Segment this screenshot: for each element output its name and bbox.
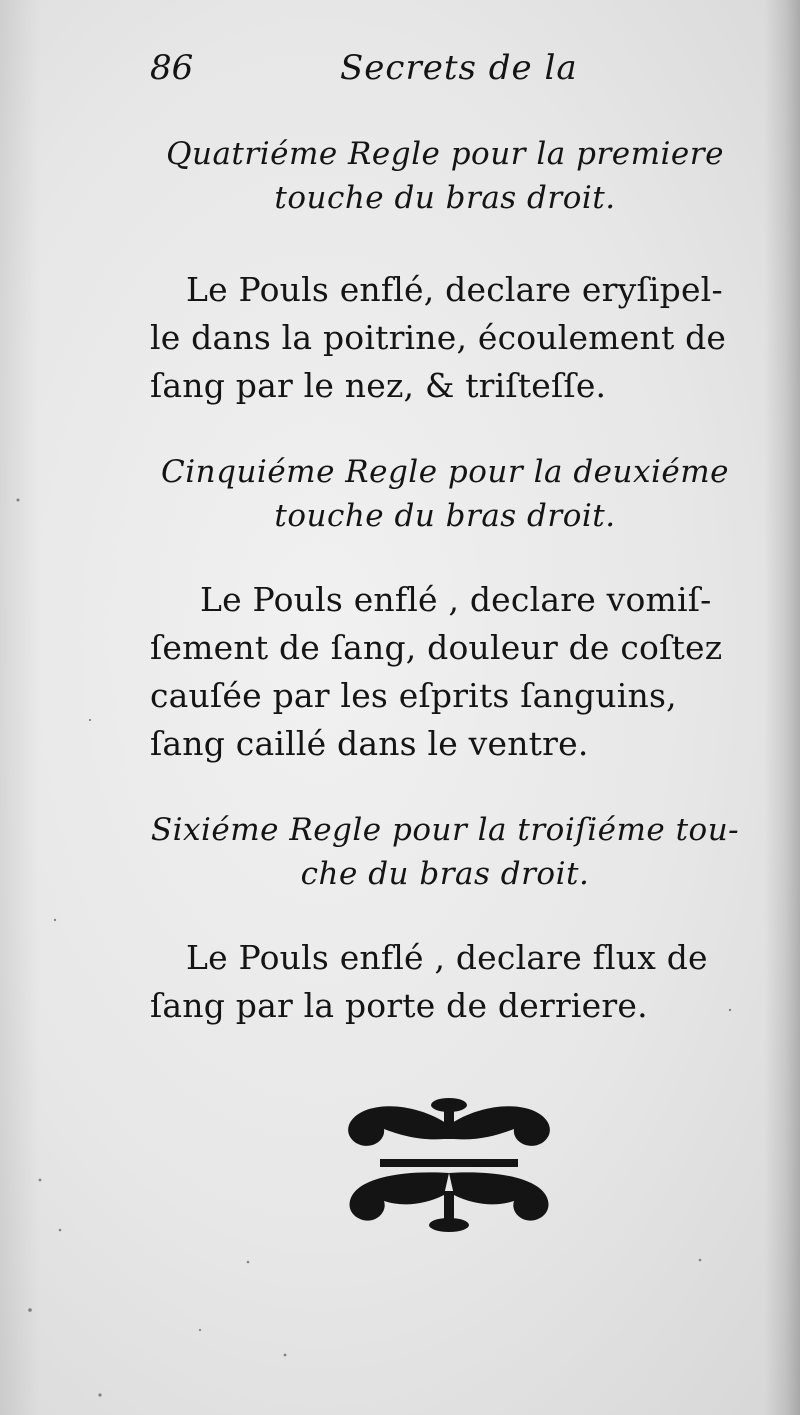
heading-line: Cinquiéme Regle pour la deuxiéme	[161, 454, 729, 490]
paragraph-line: cauſée par les eſprits ſanguins,	[150, 676, 677, 715]
heading-line: che du bras droit.	[300, 856, 590, 892]
section-paragraph-5	[150, 576, 742, 768]
section-paragraph-6	[150, 934, 742, 1030]
paragraph-line: ſang par le nez, & triſteſſe.	[150, 366, 607, 405]
section-heading-5	[150, 450, 740, 538]
heading-line: Quatriéme Regle pour la premiere	[166, 136, 724, 172]
heading-line: touche du bras droit.	[274, 180, 616, 216]
section-heading-6	[150, 808, 740, 896]
heading-line: touche du bras droit.	[274, 498, 616, 534]
paragraph-line: ſang par la porte de derriere.	[150, 986, 648, 1025]
page-shadow-left	[0, 0, 40, 1415]
running-title: Secrets de la	[340, 48, 578, 88]
running-head	[150, 48, 740, 98]
section-heading-4	[150, 132, 740, 220]
floral-ornament-icon	[340, 1095, 558, 1235]
paragraph-line: Le Pouls enflé , declare vomiſ-	[200, 580, 712, 619]
paragraph-line: ſement de ſang, douleur de coſtez	[150, 628, 723, 667]
section-paragraph-4	[150, 266, 742, 410]
paragraph-line: ſang caillé dans le ventre.	[150, 724, 589, 763]
paragraph-line: Le Pouls enflé , declare flux de	[186, 938, 708, 977]
heading-line: Sixiéme Regle pour la troiſiéme tou-	[150, 812, 740, 848]
paragraph-line: le dans la poitrine, écoulement de	[150, 318, 727, 357]
paragraph-line: Le Pouls enflé, declare eryſipel-	[186, 270, 723, 309]
page-number: 86	[150, 48, 194, 88]
page-gutter-shadow	[764, 0, 800, 1415]
